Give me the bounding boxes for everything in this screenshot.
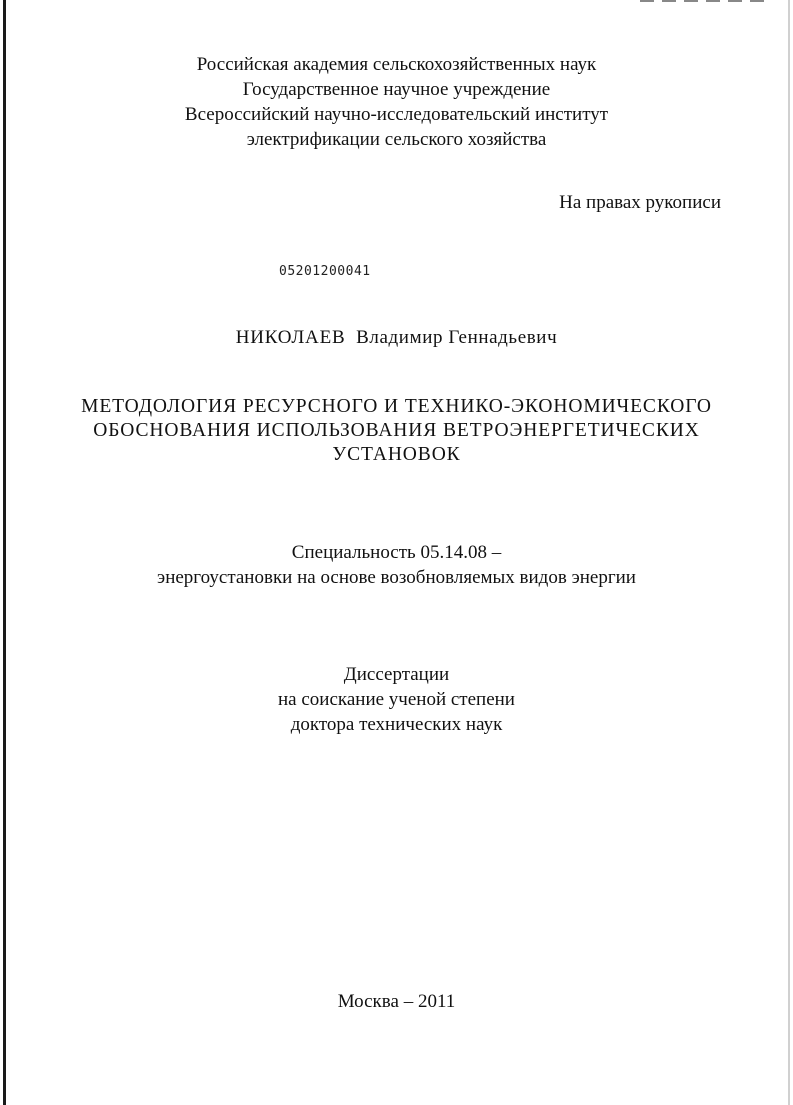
speciality-block — [0, 540, 793, 590]
rights-note: На правах рукописи — [559, 192, 721, 213]
city-year: Москва – 2011 — [337, 991, 456, 1012]
scan-top-marks — [640, 0, 770, 2]
speciality-description: энергоустановки на основе возобновляемых видов энергии — [157, 567, 636, 588]
institution-line: Всероссийский научно-исследовательский институт — [184, 104, 609, 125]
author-name — [0, 327, 793, 349]
degree-line: на соискание ученой степени — [278, 689, 515, 710]
degree-block — [0, 662, 793, 737]
degree-line: Диссертации — [343, 664, 450, 685]
institution-line: электрификации сельского хозяйства — [246, 129, 547, 150]
dissertation-title — [0, 395, 793, 467]
degree-line: доктора технических наук — [290, 714, 503, 735]
institution-line: Российская академия сельскохозяйственных наук — [196, 54, 597, 75]
author-given-names: Владимир Геннадьевич — [356, 327, 558, 348]
institution-header — [0, 52, 793, 152]
title-line: ОБОСНОВАНИЯ ИСПОЛЬЗОВАНИЯ ВЕТРОЭНЕРГЕТИЧЕСКИХ — [93, 420, 700, 441]
title-line: МЕТОДОЛОГИЯ РЕСУРСНОГО И ТЕХНИКО-ЭКОНОМИЧЕСКОГО — [81, 396, 712, 417]
speciality-code: Специальность 05.14.08 – — [291, 542, 502, 563]
author-surname: НИКОЛАЕВ — [235, 327, 346, 348]
title-line: УСТАНОВОК — [332, 444, 461, 465]
catalog-code: 05201200041 — [279, 264, 371, 279]
city-year-footer — [0, 989, 793, 1014]
institution-line: Государственное научное учреждение — [242, 79, 551, 100]
